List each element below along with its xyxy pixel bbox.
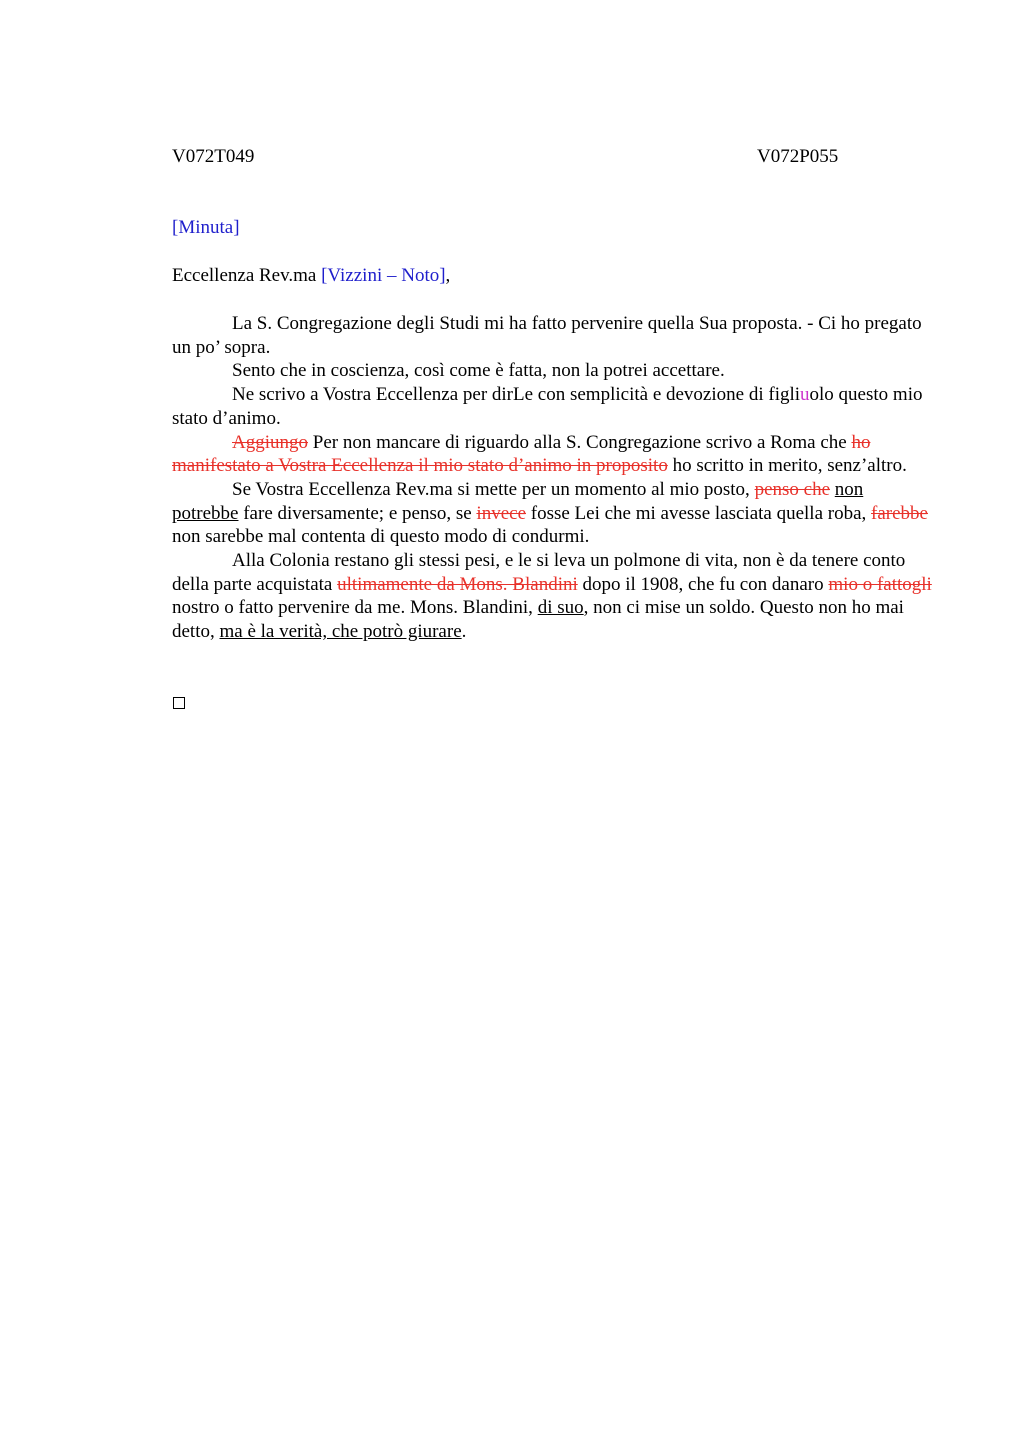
- end-square-icon: [173, 697, 185, 709]
- salutation-suffix: ,: [445, 265, 451, 286]
- paragraph-text: Ne scrivo a Vostra Eccellenza per dirLe con semplicità e devozione di figli: [232, 384, 801, 406]
- document-code-right: V072P055: [757, 146, 839, 167]
- paragraph-text: Sento che in coscienza, così come è fatta, non la potrei accettare.: [232, 360, 725, 382]
- paragraph-6: [172, 549, 932, 644]
- paragraph-text: La S. Congregazione degli Studi mi ha fatto pervenire quella Sua proposta. - Ci ho pregato un po’ sopra.: [172, 313, 922, 358]
- paragraph-text: Se Vostra Eccellenza Rev.ma si mette per un momento al mio posto,: [232, 478, 755, 500]
- correction-mark: u: [800, 384, 810, 406]
- paragraph-5: [172, 478, 932, 549]
- paragraph-text: non sarebbe mal contenta di questo modo di condurmi.: [172, 526, 590, 548]
- deleted-text: Aggiungo: [232, 431, 308, 453]
- underlined-text: di suo: [537, 597, 584, 619]
- deleted-text: invece: [476, 502, 526, 524]
- paragraph-1: [172, 312, 932, 359]
- deleted-text: mio o fattogli: [828, 573, 932, 595]
- paragraph-text: Alla Colonia restano gli stessi pesi, e le si leva un polmone di vita, non è da tenere conto della parte acquistata: [172, 550, 906, 595]
- deleted-text: ultimamente da Mons. Blandini: [337, 573, 578, 595]
- salutation-recipient: [Vizzini – Noto]: [321, 265, 446, 286]
- paragraph-text: Per non mancare di riguardo alla S. Congregazione scrivo a Roma che: [308, 431, 852, 453]
- document-header: [172, 146, 932, 170]
- paragraph-text: fosse Lei che mi avesse lasciata quella roba,: [526, 502, 872, 524]
- paragraph-text: .: [461, 621, 467, 643]
- paragraph-4: [172, 431, 932, 478]
- paragraph-text: fare diversamente; e penso, se: [238, 502, 477, 524]
- underlined-text: ma è la verità, che potrò giurare: [219, 621, 462, 643]
- paragraph-text: olo questo mio stato d’animo.: [172, 384, 923, 429]
- paragraph-text: , non ci mise un soldo. Questo non ho mai detto,: [172, 597, 904, 643]
- letter-body: [172, 312, 932, 644]
- paragraph-text: nostro o fatto pervenire da me. Mons. Blandini,: [172, 597, 538, 619]
- paragraph-text: dopo il 1908, che fu con danaro: [577, 573, 829, 595]
- paragraph-2: [172, 359, 932, 383]
- paragraph-3: [172, 383, 932, 430]
- paragraph-text: ho scritto in merito, senz’altro.: [667, 455, 907, 477]
- underlined-text: non potrebbe: [172, 478, 864, 524]
- document-code-left: V072T049: [172, 146, 255, 167]
- deleted-text: ho manifestato a Vostra Eccellenza il mio stato d’animo in proposito: [172, 431, 871, 477]
- salutation-prefix: Eccellenza Rev.ma: [172, 265, 322, 286]
- salutation: [172, 265, 450, 287]
- minuta-label: [Minuta]: [172, 217, 240, 238]
- deleted-text: farebbe: [871, 502, 928, 524]
- deleted-text: penso che: [754, 478, 831, 500]
